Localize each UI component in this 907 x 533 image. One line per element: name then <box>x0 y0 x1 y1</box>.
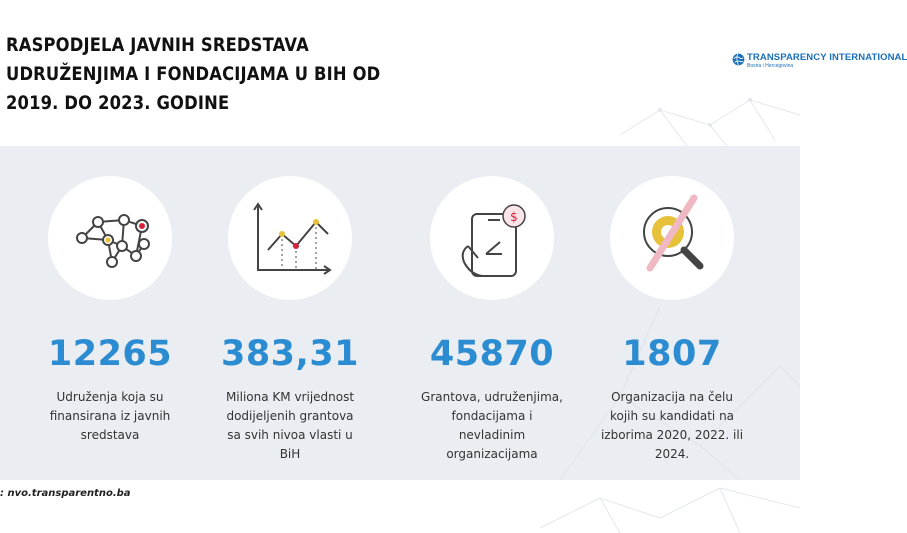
stat-description-line: BiH <box>279 447 301 461</box>
source-text: : nvo.transparentno.ba <box>0 488 131 499</box>
phone-payment-icon <box>430 176 554 300</box>
stat-description <box>402 388 582 464</box>
stat-description-line: sredstava <box>80 428 140 442</box>
stat-icon-circle <box>610 176 734 300</box>
stat-value: 1807 <box>622 334 722 374</box>
stat-description-line: kojih su kandidati na <box>609 409 735 423</box>
stat-value: 45870 <box>429 334 555 374</box>
stat-description-line: dodijeljenih grantova <box>226 409 354 423</box>
stat-card-1 <box>20 146 200 480</box>
stat-description-line: fondacijama i <box>451 409 533 423</box>
stat-description-line: Miliona KM vrijednost <box>225 390 355 404</box>
line-chart-icon <box>228 176 352 300</box>
stat-description <box>20 388 200 445</box>
stat-value: 383,31 <box>220 334 360 374</box>
stat-description-line: organizacijama <box>446 447 538 461</box>
svg-text:$: $ <box>510 210 518 224</box>
stat-card-2 <box>200 146 380 480</box>
network-icon <box>48 176 172 300</box>
stat-description-line: nevladinim <box>458 428 526 442</box>
transparency-logo <box>732 50 907 74</box>
stat-description <box>582 388 762 464</box>
stat-card-4 <box>582 146 762 480</box>
stats-band <box>0 146 800 480</box>
crossed-coin-magnifier-icon <box>610 176 734 300</box>
decorative-lines-top <box>600 95 800 150</box>
stat-description-line: Udruženja koja su <box>56 390 164 404</box>
globe-icon <box>732 53 745 66</box>
stat-description <box>200 388 380 464</box>
stat-description-line: 2024. <box>654 447 690 461</box>
stat-description-line: izborima 2020, 2022. ili <box>600 428 744 442</box>
decorative-lines-bottom <box>540 478 800 533</box>
stat-value: 12265 <box>47 334 173 374</box>
page-title <box>6 31 381 118</box>
logo-subtitle: Bosna i Hercegovina <box>747 63 794 69</box>
stat-card-3 <box>402 146 582 480</box>
title-line-2: UDRUŽENJIMA I FONDACIJAMA U BIH OD <box>6 63 381 85</box>
stat-description-line: Grantova, udruženjima, <box>421 390 563 404</box>
stat-description-line: Organizacija na čelu <box>611 390 733 404</box>
stat-icon-circle <box>228 176 352 300</box>
stat-icon-circle <box>430 176 554 300</box>
stat-description-line: finansirana iz javnih <box>49 409 171 423</box>
title-line-1: RASPODJELA JAVNIH SREDSTAVA <box>6 34 309 56</box>
stat-icon-circle <box>48 176 172 300</box>
title-line-3: 2019. DO 2023. GODINE <box>6 92 230 114</box>
logo-name: TRANSPARENCY INTERNATIONAL <box>747 52 907 63</box>
stat-description-line: sa svih nivoa vlasti u <box>227 428 353 442</box>
